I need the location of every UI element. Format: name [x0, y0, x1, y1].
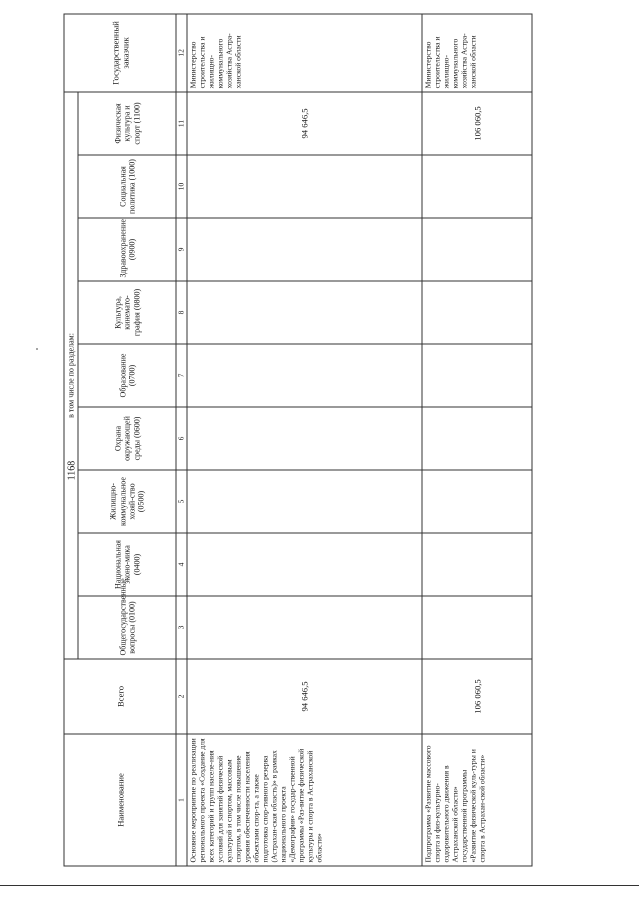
- header-group: в том числе по разделам:: [64, 91, 78, 658]
- row-value: [422, 533, 532, 596]
- header-customer: Государственный заказчик: [64, 13, 176, 91]
- table-row: [422, 13, 532, 865]
- bottom-rule: [0, 885, 639, 886]
- row-value: [187, 533, 422, 596]
- row-total: 106 060,5: [422, 659, 532, 734]
- header-section: Национальная эконо-мика (0400): [78, 533, 176, 596]
- row-value: [187, 344, 422, 407]
- row-value: [422, 281, 532, 344]
- column-number: 8: [176, 281, 187, 344]
- header-name: Наименование: [64, 734, 176, 866]
- scan-speck: [36, 348, 38, 350]
- column-number: 11: [176, 91, 187, 154]
- row-value: [422, 407, 532, 470]
- rotated-table-container: [63, 14, 532, 866]
- row-value: [422, 155, 532, 218]
- header-total: Всего: [64, 659, 176, 734]
- column-number-row: [176, 13, 187, 865]
- column-number: 5: [176, 470, 187, 533]
- row-name: Подпрограмма «Развитие массового спорта и физ-культурно-оздоровительного движения в Астраханской области» государственной программы «Развитие физической куль-туры и спорта в Астрахан-ской области»: [422, 734, 532, 866]
- row-value: [187, 470, 422, 533]
- row-value: [187, 155, 422, 218]
- row-value: [187, 218, 422, 281]
- header-section: Здравоохранение (0900): [78, 218, 176, 281]
- column-number: 4: [176, 533, 187, 596]
- row-value: 94 646,5: [187, 91, 422, 154]
- row-value: [422, 344, 532, 407]
- header-section: Физическая культура и спорт (1100): [78, 91, 176, 154]
- row-value: [187, 407, 422, 470]
- column-number: 9: [176, 218, 187, 281]
- budget-allocation-table: [63, 13, 532, 866]
- budget-table-region: [63, 14, 532, 866]
- header-section: Охрана окружающей среды (0600): [78, 407, 176, 470]
- row-value: 106 060,5: [422, 91, 532, 154]
- row-total: 94 646,5: [187, 659, 422, 734]
- row-value: [187, 596, 422, 659]
- column-number: 6: [176, 407, 187, 470]
- header-section: Культура, кинемато-графия (0800): [78, 281, 176, 344]
- table-row: [187, 13, 422, 865]
- header-section: Образование (0700): [78, 344, 176, 407]
- header-section: Жилищно-коммунальное хозяй-ство (0500): [78, 470, 176, 533]
- row-value: [187, 281, 422, 344]
- row-customer: Министерство строительства и жилищно-коммунального хозяйства Астра-ханской области: [422, 13, 532, 91]
- column-number: 12: [176, 13, 187, 91]
- page-number: 1168: [66, 460, 78, 481]
- column-number: 2: [176, 659, 187, 734]
- column-number: 1: [176, 734, 187, 866]
- header-section: Социальная политика (1000): [78, 155, 176, 218]
- column-number: 7: [176, 344, 187, 407]
- row-value: [422, 596, 532, 659]
- row-value: [422, 470, 532, 533]
- column-number: 10: [176, 155, 187, 218]
- header-section: Общегосударственные вопросы (0100): [78, 596, 176, 659]
- row-customer: Министерство строительства и жилищно-коммунального хозяйства Астра-ханской области: [187, 13, 422, 91]
- column-number: 3: [176, 596, 187, 659]
- row-name: Основное мероприятие по реализации регионального проекта «Создание для всех категорий и групп населе-ния условий для занятий физической культурой и спортом, массовым спортом, в том числе повышение уровня обеспеченности населения объектами спор-та, а также подготовка спор-тивного резерва (Астрахан-ская область)» в рамках национального проекта «Демография» государ-ственной программы «Раз-витие физической культуры и спорта в Астраханской области»: [187, 734, 422, 866]
- row-value: [422, 218, 532, 281]
